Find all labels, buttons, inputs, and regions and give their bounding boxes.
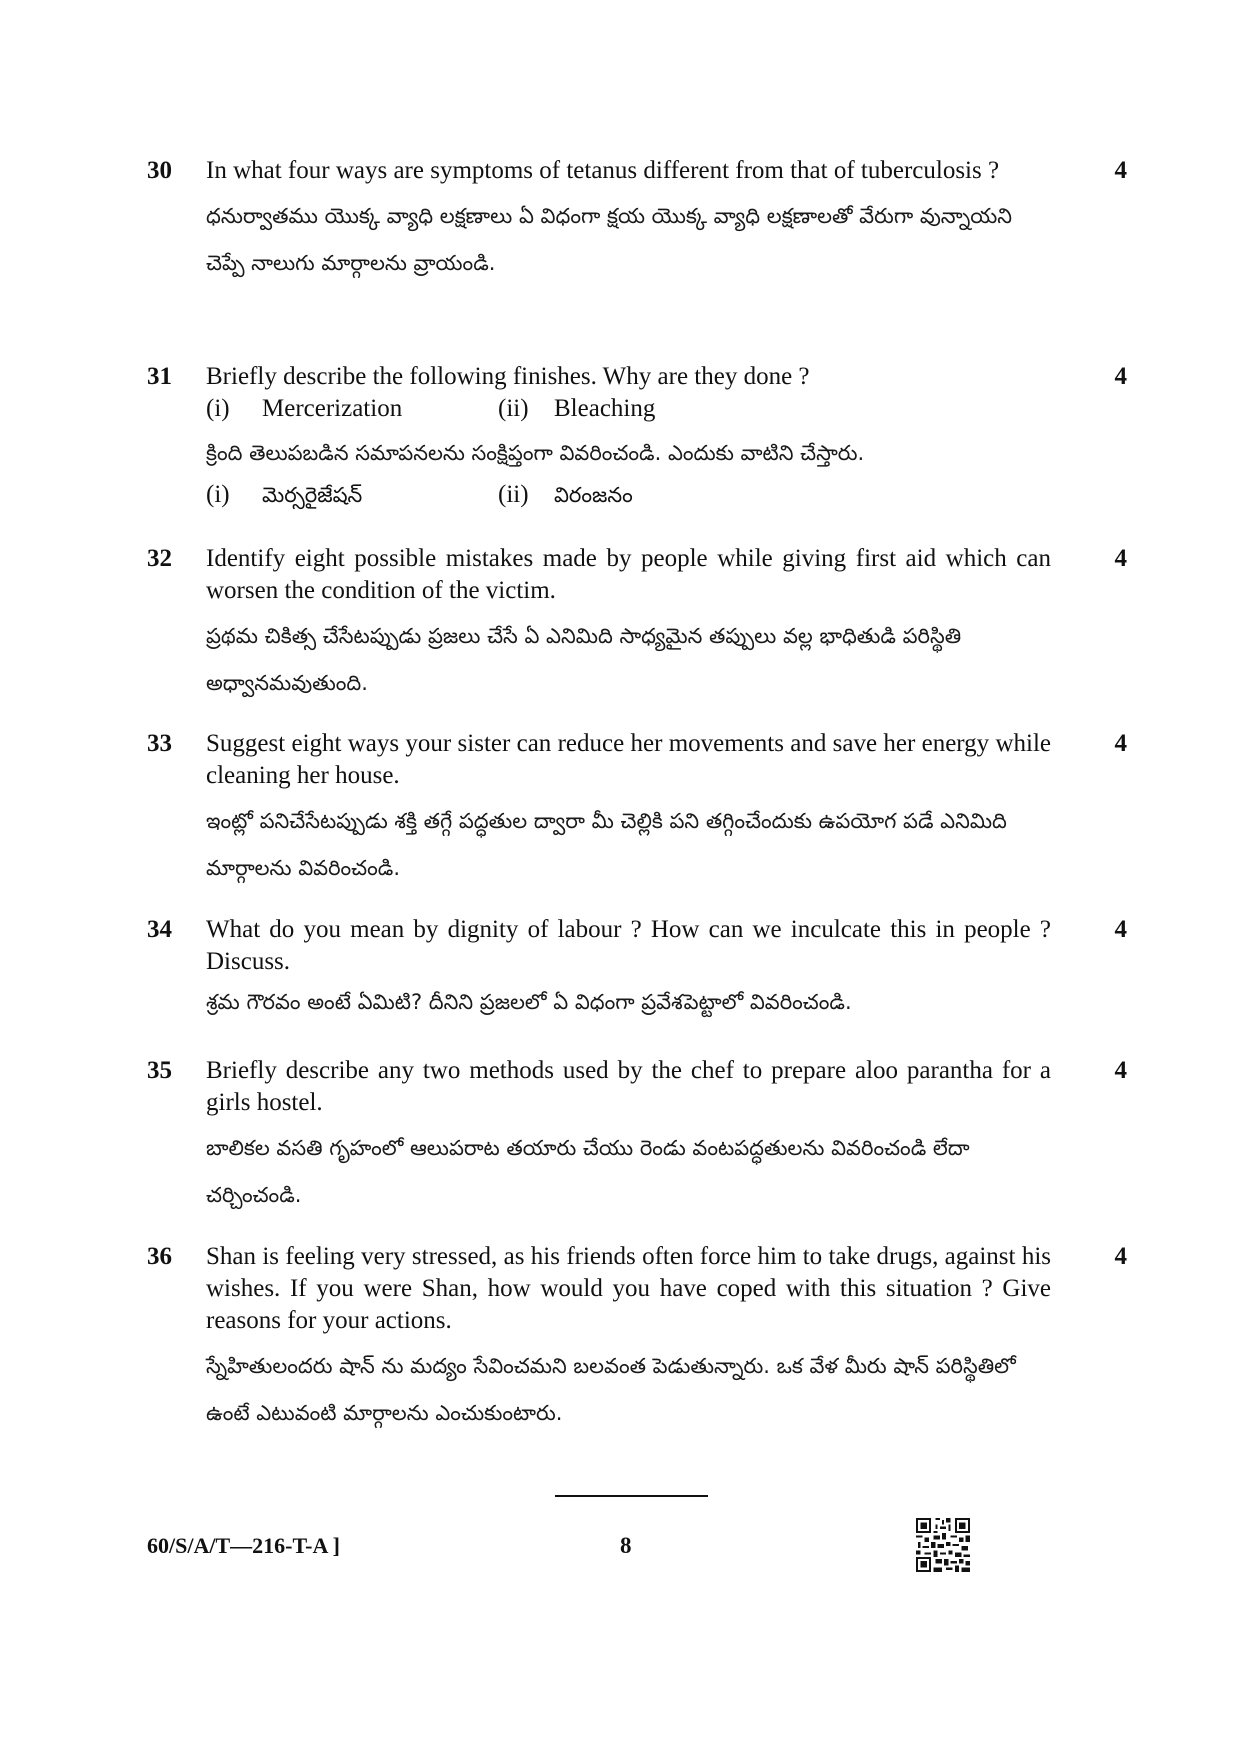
question-text-english: Suggest eight ways your sister can reduce her movements and save her energy while cleaning her house. [206, 730, 1051, 789]
question-text-english: Briefly describe any two methods used by the chef to prepare aloo parantha for a girls hostel. [206, 1057, 1051, 1116]
option-2 [498, 475, 798, 515]
qr-code-icon [916, 1518, 970, 1572]
option-number: (ii) [498, 481, 529, 508]
question-body [206, 1055, 1051, 1219]
paper-code: 60/S/A/T—216-T-A ] [147, 1533, 340, 1558]
question-text-english: Identify eight possible mistakes made by people while giving first aid which can worsen the condition of the victim. [206, 545, 1051, 604]
question-body [206, 155, 1051, 287]
question-number: 34 [147, 916, 172, 943]
question-text-english: Shan is feeling very stressed, as his friends often force him to take drugs, against his wishes. If you were Shan, how would you have coped with this situation ? Give reasons for your actions. [206, 1243, 1051, 1334]
options-telugu [206, 475, 1051, 515]
end-rule [555, 1495, 708, 1497]
question-marks: 4 [1114, 730, 1127, 757]
question-number: 32 [147, 545, 172, 572]
question-marks: 4 [1114, 363, 1127, 390]
option-text: Mercerization [262, 395, 403, 422]
option-2 [498, 393, 798, 425]
page-number: 8 [620, 1533, 632, 1558]
question-number: 30 [147, 157, 172, 184]
question-marks: 4 [1114, 1243, 1127, 1270]
question-marks: 4 [1114, 1057, 1127, 1084]
question-body [206, 1241, 1051, 1437]
question-body [206, 543, 1051, 707]
question-text-telugu: స్నేహితులందరు షాన్ ను మద్యం సేవించమని బలవంత పెడుతున్నారు. ఒక వేళ మీరు షాన్ పరిస్థితిలో ఉంటే ఎటువంటి మార్గాలను ఎంచుకుంటారు. [206, 1354, 1016, 1425]
question-number: 35 [147, 1057, 172, 1084]
question-text-telugu: శ్రమ గౌరవం అంటే ఏమిటి? దీనిని ప్రజలలో ఏ విధంగా ప్రవేశపెట్టాలో వివరించండి. [206, 990, 852, 1014]
option-number: (ii) [498, 395, 529, 422]
question-text-english: In what four ways are symptoms of tetanus different from that of tuberculosis ? [206, 157, 1000, 184]
question-text-telugu: క్రింది తెలుపబడిన సమాపనలను సంక్షిప్తంగా వివరించండి. ఎందుకు వాటిని చేస్తారు. [206, 441, 865, 465]
option-text: మెర్సరైజేషన్ [262, 483, 363, 507]
question-marks: 4 [1114, 916, 1127, 943]
options-english [206, 393, 1051, 425]
question-body [206, 728, 1051, 892]
question-body [206, 361, 1051, 515]
question-body [206, 914, 1051, 1022]
option-number: (i) [206, 481, 230, 508]
question-text-english: What do you mean by dignity of labour ? How can we inculcate this in people ? Discuss. [206, 916, 1051, 975]
option-1 [206, 475, 498, 515]
option-number: (i) [206, 395, 230, 422]
question-number: 31 [147, 363, 172, 390]
question-text-telugu: ధనుర్వాతము యొక్క వ్యాధి లక్షణాలు ఏ విధంగా క్షయ యొక్క వ్యాధి లక్షణాలతో వేరుగా వున్నాయని చెప్పే నాలుగు మార్గాలను వ్రాయండి. [206, 204, 1013, 275]
question-number: 36 [147, 1243, 172, 1270]
option-text: విరంజనం [554, 483, 633, 507]
question-text-telugu: ప్రథమ చికిత్స చేసేటప్పుడు ప్రజలు చేసే ఏ ఎనిమిది సాధ్యమైన తప్పులు వల్ల భాధితుడి పరిస్థితి అధ్వానమవుతుంది. [206, 624, 962, 695]
option-1 [206, 393, 498, 425]
question-number: 33 [147, 730, 172, 757]
question-marks: 4 [1114, 545, 1127, 572]
question-text-telugu: ఇంట్లో పనిచేసేటప్పుడు శక్తి తగ్గే పద్ధతుల ద్వారా మీ చెల్లికి పని తగ్గించేందుకు ఉపయోగ పడే ఎనిమిది మార్గాలను వివరించండి. [206, 809, 1007, 880]
question-marks: 4 [1114, 157, 1127, 184]
question-text-telugu: బాలికల వసతి గృహంలో ఆలుపరాట తయారు చేయు రెండు వంటపద్ధతులను వివరించండి లేదా చర్చించండి. [206, 1136, 970, 1207]
question-text-english: Briefly describe the following finishes. Why are they done ? [206, 363, 810, 390]
option-text: Bleaching [554, 395, 656, 422]
